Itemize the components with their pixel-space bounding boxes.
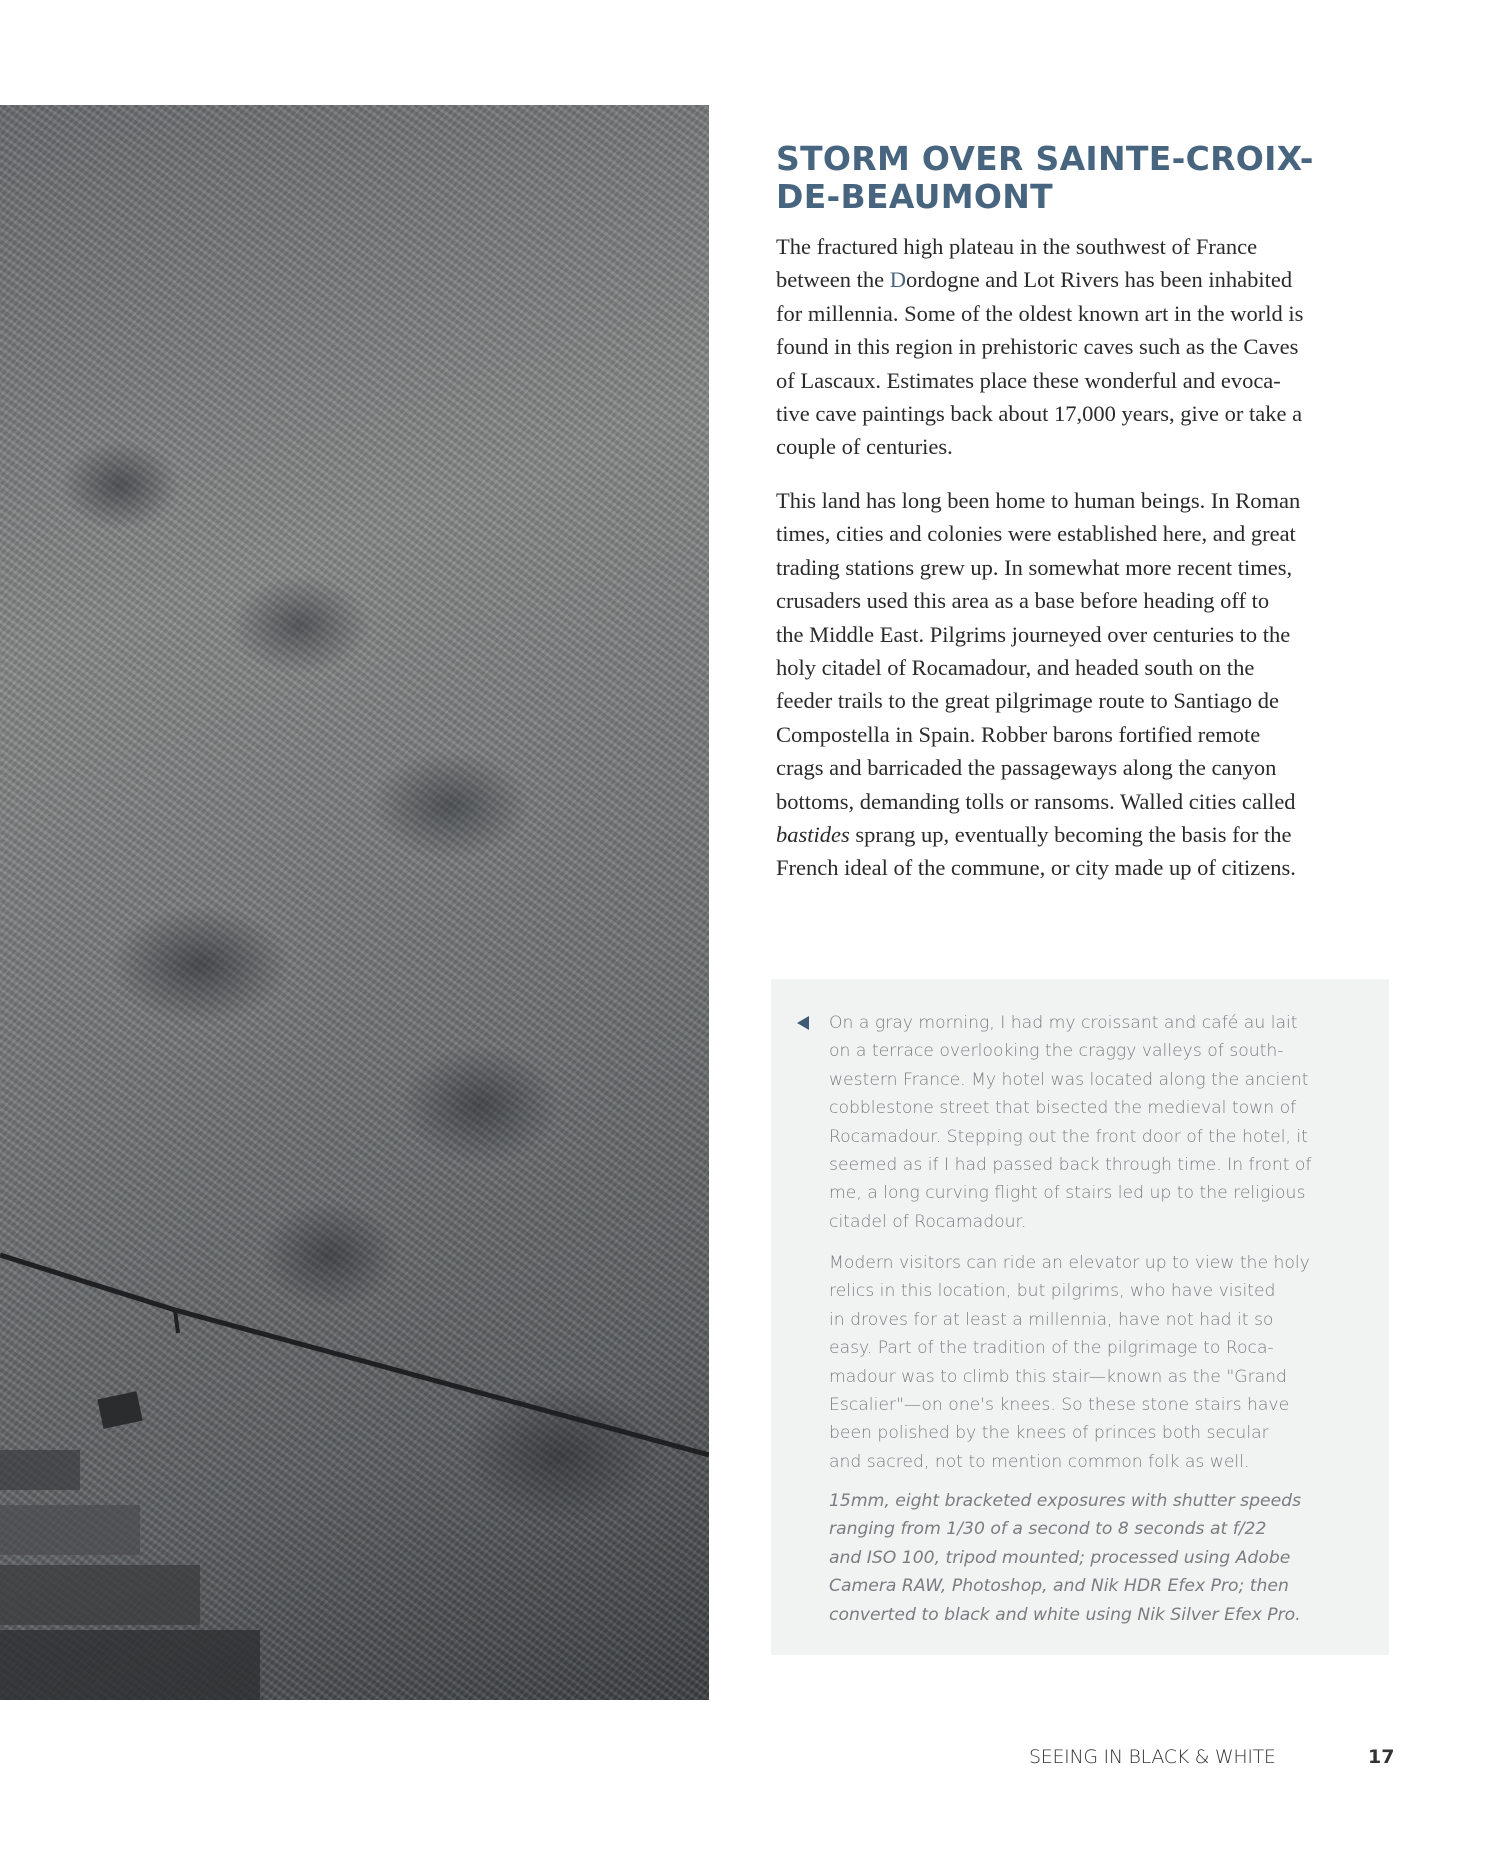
text-line: bottoms, demanding tolls or ransoms. Walled cities called xyxy=(776,788,1296,814)
photo-railing-and-stairs xyxy=(0,105,709,1700)
text-line: Compostella in Spain. Robber barons fortified remote xyxy=(776,721,1261,747)
running-footer-section: SEEING IN BLACK & WHITE xyxy=(1029,1746,1276,1768)
text-line: crusaders used this area as a base before heading off to xyxy=(776,588,1270,614)
text-line: madour was to climb this stair—known as the "Grand xyxy=(829,1366,1287,1387)
text-line: holy citadel of Rocamadour, and headed south on the xyxy=(776,655,1255,681)
text-line: between the Dordogne and Lot Rivers has been inhabited xyxy=(776,267,1293,293)
text-line: in droves for at least a millennia, have not had it so xyxy=(829,1309,1274,1330)
page-number: 17 xyxy=(1368,1746,1395,1768)
text-line: for millennia. Some of the oldest known art in the world is xyxy=(776,300,1304,326)
text-line: western France. My hotel was located along the ancient xyxy=(829,1069,1309,1090)
text-line: me, a long curving flight of stairs led up to the religious xyxy=(829,1183,1306,1204)
caption-technical-details xyxy=(829,1487,1389,1629)
triangle-left-icon xyxy=(797,1016,809,1030)
text-line: On a gray morning, I had my croissant and café au lait xyxy=(829,1013,1298,1033)
text-line: found in this region in prehistoric caves such as the Caves xyxy=(776,334,1299,360)
text-line: and sacred, not to mention common folk as well. xyxy=(829,1451,1250,1472)
text-line: on a terrace overlooking the craggy valleys of south- xyxy=(829,1041,1284,1062)
text-line: easy. Part of the tradition of the pilgrimage to Roca- xyxy=(829,1338,1274,1359)
text-line: tive cave paintings back about 17,000 years, give or take a xyxy=(776,401,1303,427)
title-line: STORM OVER SAINTE-CROIX- xyxy=(776,139,1314,178)
text-line: of Lascaux. Estimates place these wonderful and evoca- xyxy=(776,367,1281,393)
text-line: The fractured high plateau in the southwest of France xyxy=(776,234,1258,259)
photo-caption-box xyxy=(771,979,1389,1655)
text-line: times, cities and colonies were established here, and great xyxy=(776,521,1296,547)
article-paragraph-2 xyxy=(776,484,1416,885)
text-line: Camera RAW, Photoshop, and Nik HDR Efex Pro; then xyxy=(829,1576,1289,1597)
caption-paragraph-2 xyxy=(829,1249,1389,1476)
text-line: Modern visitors can ride an elevator up to view the holy xyxy=(829,1253,1310,1273)
stone-wall-stairway-photo xyxy=(0,105,709,1700)
text-line: converted to black and white using Nik Silver Efex Pro. xyxy=(829,1604,1301,1625)
text-line: relics in this location, but pilgrims, who have visited xyxy=(829,1281,1276,1302)
title-line: DE-BEAUMONT xyxy=(776,177,1053,216)
text-line: the Middle East. Pilgrims journeyed over centuries to the xyxy=(776,621,1291,647)
text-line: Escalier"—on one's knees. So these stone stairs have xyxy=(829,1395,1290,1416)
text-line: 15mm, eight bracketed exposures with shutter speeds xyxy=(829,1491,1302,1511)
article-title xyxy=(776,140,1396,216)
text-line: trading stations grew up. In somewhat more recent times, xyxy=(776,554,1293,580)
text-line: citadel of Rocamadour. xyxy=(829,1211,1027,1232)
article-paragraph-1 xyxy=(776,230,1416,464)
text-line: couple of centuries. xyxy=(776,434,953,460)
text-line: been polished by the knees of princes both secular xyxy=(829,1423,1269,1444)
text-line: cobblestone street that bisected the medieval town of xyxy=(829,1098,1297,1119)
text-line: French ideal of the commune, or city made up of citizens. xyxy=(776,855,1296,881)
text-line: and ISO 100, tripod mounted; processed using Adobe xyxy=(829,1547,1291,1568)
text-line: crags and barricaded the passageways along the canyon xyxy=(776,755,1277,781)
text-line: bastides sprang up, eventually becoming the basis for the xyxy=(776,822,1292,848)
text-line: This land has long been home to human beings. In Roman xyxy=(776,488,1301,513)
text-line: feeder trails to the great pilgrimage route to Santiago de xyxy=(776,688,1279,714)
text-line: seemed as if I had passed back through time. In front of xyxy=(829,1155,1312,1176)
caption-paragraph-1 xyxy=(829,1009,1389,1236)
text-line: ranging from 1/30 of a second to 8 seconds at f/22 xyxy=(829,1519,1267,1540)
text-line: Rocamadour. Stepping out the front door of the hotel, it xyxy=(829,1126,1308,1147)
